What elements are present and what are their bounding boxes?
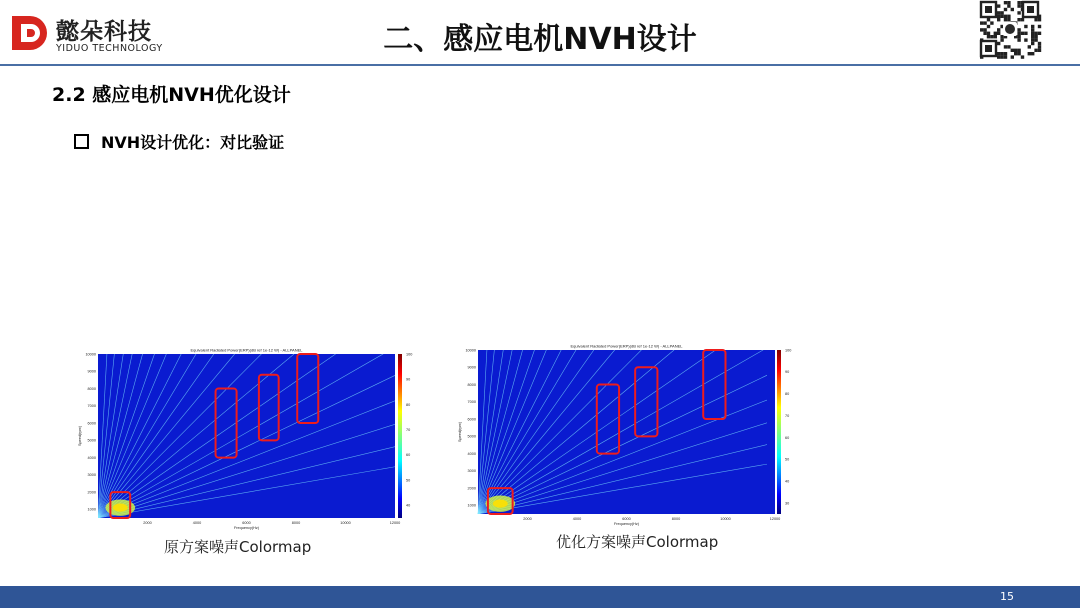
colorbar-tick-label: 80 xyxy=(406,402,411,407)
y-tick-label: 8000 xyxy=(467,382,476,387)
colormap-chart-original xyxy=(78,345,413,535)
bullet-text: NVH设计优化：对比验证 xyxy=(101,132,285,152)
figure-caption-optimized: 优化方案噪声Colormap xyxy=(556,533,719,551)
x-tick-label: 4000 xyxy=(572,517,582,521)
colorbar-tick-label: 80 xyxy=(785,392,790,397)
slide-title: 二、感应电机NVH设计 xyxy=(383,22,697,57)
y-tick-label: 7000 xyxy=(87,404,96,409)
bullet-item xyxy=(74,130,284,152)
y-axis-label: Speed(rpm) xyxy=(78,425,82,447)
colorbar-tick-label: 100 xyxy=(406,352,413,357)
y-tick-label: 4000 xyxy=(87,455,96,460)
logo-name-en: YIDUO TECHNOLOGY xyxy=(56,43,163,54)
x-tick-label: 2000 xyxy=(523,517,532,521)
page-number: 15 xyxy=(1000,590,1014,603)
y-tick-label: 2000 xyxy=(467,486,476,491)
y-tick-label: 5000 xyxy=(87,438,96,443)
y-tick-label: 9000 xyxy=(87,369,96,374)
colorbar-tick-label: 70 xyxy=(406,427,411,432)
x-axis-label: Frequency(Hz) xyxy=(233,526,260,530)
x-tick-label: 6000 xyxy=(242,521,251,525)
colorbar-tick-label: 50 xyxy=(406,478,411,483)
colorbar-tick-label: 90 xyxy=(406,377,411,382)
x-tick-label: 6000 xyxy=(622,517,631,521)
x-tick-label: 8000 xyxy=(291,521,301,525)
header-divider xyxy=(0,64,1080,66)
chart-title: Equivalent Radiated Power(ERP)(dB ref 1e-12 W) - ALLPANEL xyxy=(570,343,683,349)
x-tick-label: 4000 xyxy=(192,521,202,525)
colorbar xyxy=(777,350,781,514)
plot-area xyxy=(478,350,775,514)
x-tick-label: 8000 xyxy=(671,517,681,521)
y-tick-label: 7000 xyxy=(467,400,476,405)
colorbar-tick-label: 100 xyxy=(785,348,792,353)
section-title: 2.2 感应电机NVH优化设计 xyxy=(52,84,291,106)
y-tick-label: 4000 xyxy=(467,451,476,456)
colormap-chart-optimized-svg xyxy=(450,341,798,527)
colormap-chart-optimized xyxy=(450,341,798,527)
y-tick-label: 8000 xyxy=(87,386,96,391)
logo-name-cn: 懿朵科技 xyxy=(56,19,152,45)
qr-code-icon xyxy=(978,0,1042,60)
figure-caption-original: 原方案噪声Colormap xyxy=(164,538,312,556)
y-tick-label: 6000 xyxy=(467,417,476,422)
y-tick-label: 1000 xyxy=(87,507,96,512)
y-tick-label: 3000 xyxy=(87,473,96,478)
y-tick-label: 1000 xyxy=(467,503,476,508)
y-tick-label: 10000 xyxy=(85,352,96,357)
colorbar-tick-label: 60 xyxy=(406,453,411,458)
colorbar-tick-label: 70 xyxy=(785,413,790,418)
y-tick-label: 6000 xyxy=(87,421,96,426)
x-axis-label: Frequency(Hz) xyxy=(613,522,640,526)
x-tick-label: 10000 xyxy=(340,521,351,525)
x-tick-label: 2000 xyxy=(143,521,152,525)
y-tick-label: 3000 xyxy=(467,469,476,474)
y-tick-label: 9000 xyxy=(467,365,476,370)
colorbar-tick-label: 60 xyxy=(785,435,790,440)
y-tick-label: 2000 xyxy=(87,490,96,495)
colormap-chart-original-svg xyxy=(78,345,413,535)
colorbar-tick-label: 90 xyxy=(785,370,790,375)
plot-area xyxy=(98,354,395,518)
footer-bar xyxy=(0,586,1080,608)
colorbar-tick-label: 30 xyxy=(785,501,790,506)
colorbar-tick-label: 50 xyxy=(785,457,790,462)
colorbar-tick-label: 40 xyxy=(406,503,411,508)
colorbar-tick-label: 40 xyxy=(785,479,790,484)
x-tick-label: 10000 xyxy=(720,517,731,521)
square-bullet-icon xyxy=(74,134,89,149)
colorbar xyxy=(398,354,402,518)
y-tick-label: 10000 xyxy=(465,348,476,353)
x-tick-label: 12000 xyxy=(389,521,401,525)
chart-title: Equivalent Radiated Power(ERP)(dB ref 1e-12 W) - ALLPANEL xyxy=(190,347,303,353)
y-axis-label: Speed(rpm) xyxy=(458,421,462,443)
y-tick-label: 5000 xyxy=(467,434,476,439)
x-tick-label: 12000 xyxy=(769,517,781,521)
